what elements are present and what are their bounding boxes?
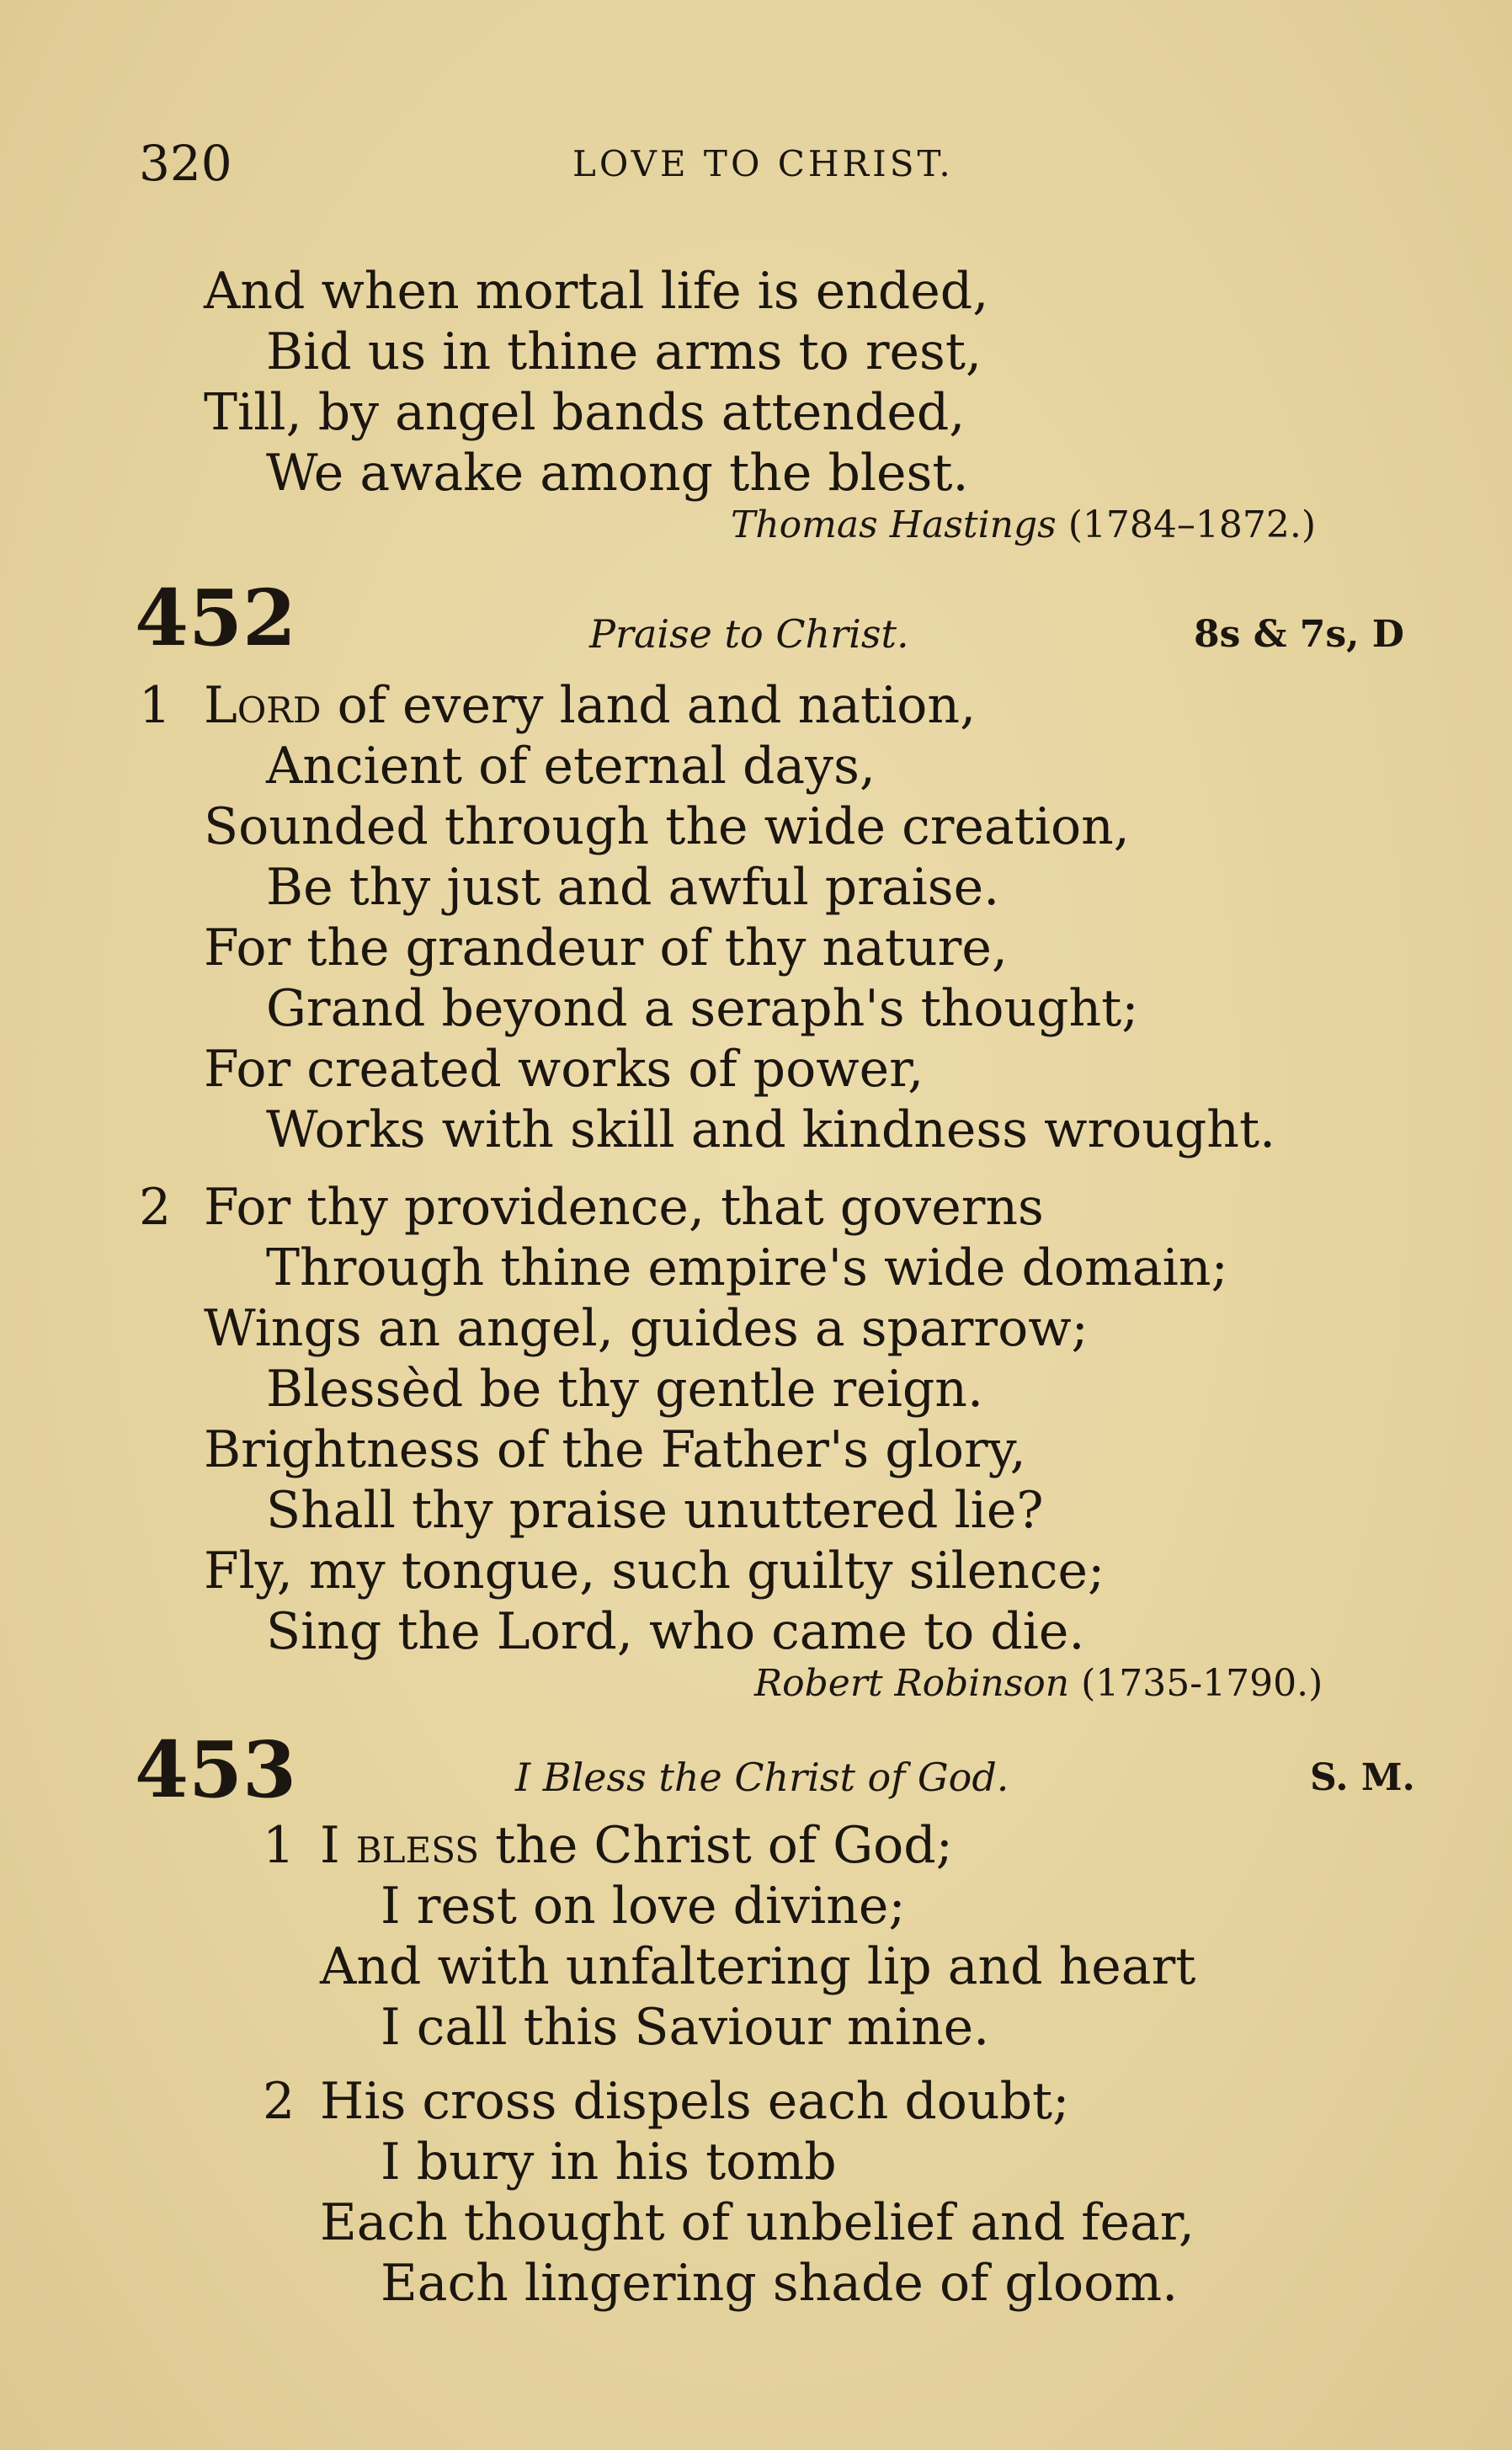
attribution (754, 1662, 1323, 1705)
running-head: LOVE TO CHRIST. (572, 143, 954, 184)
hymn-line: I call this Saviour mine. (381, 1998, 990, 2057)
verse-number: 1 (139, 676, 172, 735)
hymn-line: For thy providence, that governs (204, 1178, 1044, 1237)
verse-number: 2 (139, 1178, 172, 1237)
hymn-meter: 8s & 7s, D (1194, 613, 1404, 656)
attribution (731, 503, 1316, 546)
hymn-line: Blessèd be thy gentle reign. (266, 1360, 984, 1419)
hymn-line (320, 1815, 953, 1876)
author-dates: (1735-1790.) (1081, 1662, 1323, 1705)
author-dates: (1784–1872.) (1067, 503, 1316, 546)
hymn-line: Fly, my tongue, such guilty silence; (204, 1542, 1105, 1600)
line-rest: the Christ of God; (479, 1816, 953, 1875)
hymn-line: For the grandeur of thy nature, (204, 919, 1008, 977)
line-rest: of every land and nation, (321, 676, 977, 735)
hymn-line: And when mortal life is ended, (204, 262, 989, 321)
verse-number: 1 (263, 1816, 295, 1875)
hymn-line: His cross dispels each doubt; (320, 2072, 1070, 2131)
verse-number: 2 (263, 2072, 295, 2131)
page-header (0, 135, 1512, 202)
hymn-title: Praise to Christ. (589, 611, 909, 657)
hymn-line: Works with skill and kindness wrought. (266, 1100, 1276, 1159)
hymn-title: I Bless the Christ of God. (515, 1755, 1009, 1800)
hymn-line: Brightness of the Father's glory, (204, 1420, 1026, 1479)
hymn-line: I rest on love divine; (381, 1877, 906, 1936)
first-word: Lord (204, 676, 322, 735)
hymn-line: Through thine empire's wide domain; (266, 1238, 1228, 1297)
hymn-line: Each thought of unbelief and fear, (320, 2193, 1195, 2252)
hymn-line: Sounded through the wide creation, (204, 797, 1130, 856)
page-number: 320 (139, 135, 232, 192)
hymn-line: Bid us in thine arms to rest, (266, 322, 982, 381)
hymn-line: We awake among the blest. (266, 444, 969, 503)
hymn-line: Ancient of eternal days, (266, 737, 876, 796)
hymn-line: Grand beyond a seraph's thought; (266, 979, 1139, 1038)
hymn-number: 453 (135, 1724, 297, 1815)
hymn-line: And with unfaltering lip and heart (320, 1937, 1196, 1996)
hymn-line: For created works of power, (204, 1040, 924, 1099)
hymn-number: 452 (135, 573, 297, 663)
hymn-line: Sing the Lord, who came to die. (266, 1602, 1085, 1661)
hymn-line: I bury in his tomb (381, 2133, 837, 2192)
hymn-meter: S. M. (1310, 1756, 1415, 1799)
author-name: Thomas Hastings (731, 503, 1057, 546)
author-name: Robert Robinson (754, 1662, 1070, 1705)
hymn-line: Be thy just and awful praise. (266, 858, 1000, 917)
hymn-line (204, 675, 976, 736)
hymn-line: Wings an angel, guides a sparrow; (204, 1299, 1089, 1358)
hymn-line: Till, by angel bands attended, (204, 383, 966, 442)
hymn-line: Shall thy praise unuttered lie? (266, 1481, 1044, 1540)
first-word: I bless (320, 1816, 479, 1875)
hymn-line: Each lingering shade of gloom. (381, 2254, 1179, 2313)
